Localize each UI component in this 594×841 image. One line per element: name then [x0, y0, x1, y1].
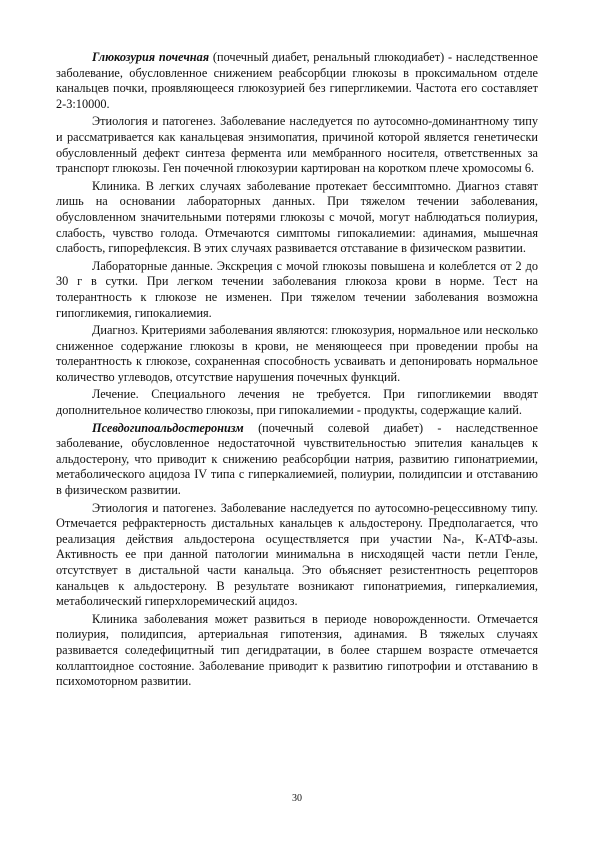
- paragraph-diagnosis: [56, 323, 538, 385]
- term-heading: Глюкозурия почечная: [92, 50, 210, 64]
- page-number: 30: [292, 793, 302, 804]
- paragraph-renal-glycosuria: [56, 50, 538, 112]
- paragraph-text: Клиника. В легких случаях заболевание протекает бессимптомно. Диагноз ставят лишь на основании лабораторных данных. При тяжелом течении заболевания, обусловленном значительными потерями глюкозы с мочой, могут наблюдаться полиурия, слабость, чувство голода. Отмечаются симптомы гипокалиемии: адинамия, мышечная слабость, гипорефлексия. В этих случаях развивается отставание в физическом развитии.: [56, 178, 538, 256]
- paragraph-clinic-2: [56, 612, 538, 690]
- paragraph-text: (почечный солевой диабет) - наследственное заболевание, обусловленное недостаточной чувствительностью эпителия канальцев к альдостерону, что приводит к снижению реабсорбции натрия, развитию гипонатриемии, метаболического ацидоза IV типа с гиперкалиемией, полиурии, полидипсии и отставанию в физическом развитии.: [56, 420, 538, 498]
- paragraph-text: Лабораторные данные. Экскреция с мочой глюкозы повышена и колеблется от 2 до 30 г в сутки. При легком течении заболевания глюкоза крови в норме. Тест на толерантность к глюкозе не изменен. При тяжелом течении заболевания возможна гипогликемия, гипокалиемия.: [56, 258, 538, 320]
- paragraph-text: Клиника заболевания может развиться в периоде новорожденности. Отмечается полиурия, полидипсия, артериальная гипотензия, адинамия. В тяжелых случаях развивается соледефицитный тип дегидратации, в более старшем возрасте отмечается коллаптоидное состояние. Заболевание приводит к развитию гипотрофии и отставанию в психомоторном развитии.: [56, 611, 538, 689]
- paragraph-lab-data: [56, 259, 538, 321]
- paragraph-text: Лечение. Специального лечения не требуется. При гипогликемии вводят дополнительное количество глюкозы, при гипокалиемии - продукты, содержащие калий.: [56, 387, 538, 418]
- paragraph-etiology: [56, 114, 538, 176]
- paragraph-treatment: [56, 387, 538, 418]
- paragraph-text: Диагноз. Критериями заболевания являются: глюкозурия, нормальное или несколько сниженное содержание глюкозы в крови, не меняющееся при проведении пробы на толерантность к глюкозе, сохраненная способность усваивать и депонировать нормальное количество углеводов, отсутствие нарушения почечных функций.: [56, 323, 538, 384]
- paragraph-etiology-2: [56, 501, 538, 610]
- term-heading: Псевдогипоальдостеронизм: [92, 420, 244, 435]
- document-page: [56, 50, 538, 692]
- paragraph-text: Этиология и патогенез. Заболевание наследуется по аутосомно-доминантному типу и рассматривается как канальцевая энзимопатия, причиной которой является генетически обусловленный дефект синтеза фермента или мембранного носителя, ответственных за транспорт глюкозы. Ген почечной глюкозурии картирован на коротком плече хромосомы 6.: [56, 114, 538, 176]
- paragraph-clinic: [56, 179, 538, 257]
- paragraph-pseudohypoaldosteronism: [56, 421, 538, 499]
- paragraph-text: Этиология и патогенез. Заболевание наследуется по аутосомно-рецессивному типу. Отмечается рефрактерность дистальных канальцев к альдостерону. Предполагается, что реализация действия альдостерона осуществляется при участии Na-, К-АТФ-азы. Активность ее при данной патологии минимальна в нисходящей части петли Генле, отсутствует в дистальной части канальца. Это объясняет резистентность рецепторов канальцев к альдостерону. В результате возникают гипонатриемия, гиперкалиемия, метаболический гиперхлоремический ацидоз.: [56, 500, 538, 609]
- paragraph-text: (почечный диабет, ренальный глюкодиабет) - наследственное заболевание, обусловленное снижением реабсорбции глюкозы в проксимальном отделе канальцев почки, проявляющееся глюкозурией без гипергликемии. Частота его составляет 2-3:10000.: [56, 50, 538, 111]
